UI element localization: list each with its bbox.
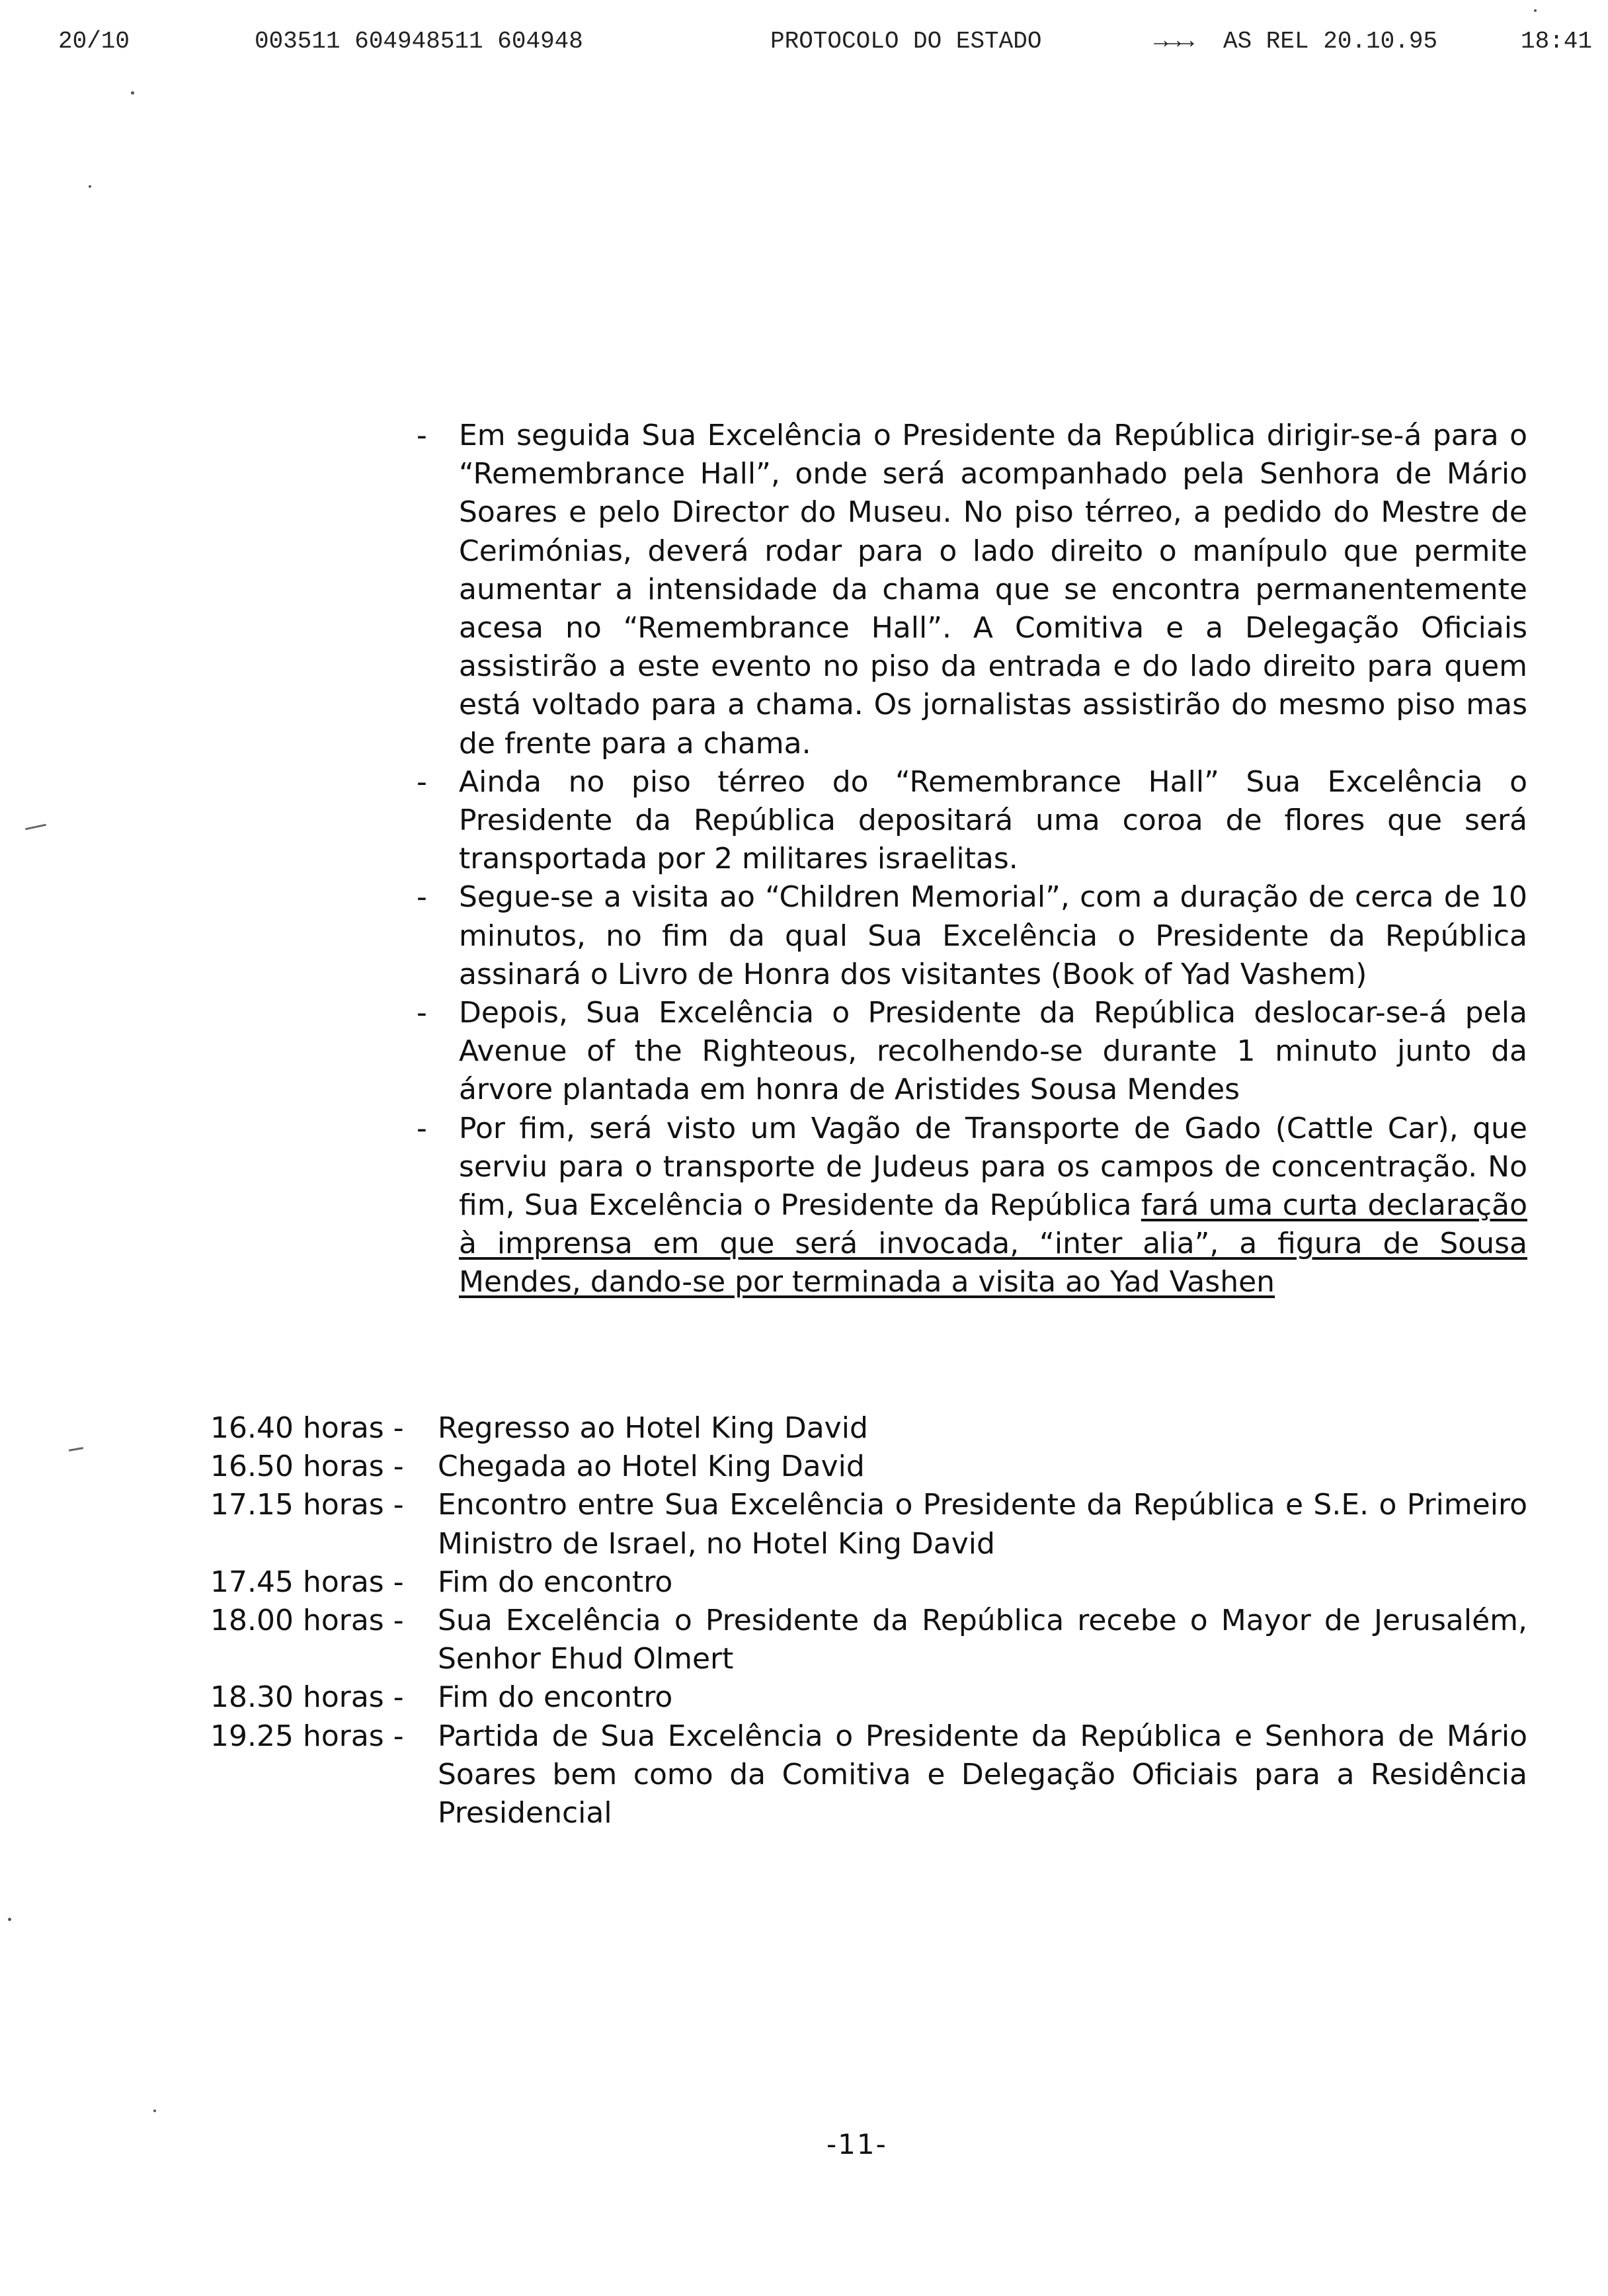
scan-mark <box>25 824 46 831</box>
schedule-time: 19.25 horas - <box>210 1719 404 1753</box>
scan-mark <box>69 1447 83 1452</box>
scan-speck <box>1534 9 1537 12</box>
bullet-dash: - <box>417 1111 427 1145</box>
fax-arrows: →→→ <box>1154 28 1193 55</box>
schedule-list <box>210 1409 1527 1832</box>
schedule-description: Fim do encontro <box>438 1565 673 1599</box>
schedule-time: 17.15 horas - <box>210 1488 404 1522</box>
bullet-text: Segue-se a visita ao “Children Memorial”, com a duração de cerca de 10 minutos, no fim da qual Sua Excelência o Presidente da República assinará o Livro de Honra dos visitantes (Book of Yad Vashem) <box>459 880 1527 991</box>
schedule-description: Chegada ao Hotel King David <box>438 1450 865 1484</box>
fax-time: 18:41 <box>1521 28 1593 55</box>
schedule-description: Regresso ao Hotel King David <box>438 1411 868 1445</box>
fax-relay-info: AS REL 20.10.95 <box>1223 28 1438 55</box>
schedule-row <box>210 1448 1527 1486</box>
schedule-row <box>210 1486 1527 1563</box>
bullet-dash: - <box>417 996 427 1030</box>
bullet-text: Depois, Sua Excelência o Presidente da República deslocar-se-á pela Avenue of the Righteous, recolhendo-se durante 1 minuto junto da árvore plantada em honra de Aristides Sousa Mendes <box>459 996 1527 1107</box>
schedule-row <box>210 1717 1527 1833</box>
handwritten-underlined-passage: fará uma curta declaração à imprensa em que será invocada, “inter alia”, a figura de Sousa Mendes, dando-se por terminada a visita ao Yad Vashen <box>459 1188 1527 1299</box>
schedule-time: 16.40 horas - <box>210 1411 404 1445</box>
bullet-item <box>417 878 1527 994</box>
bullet-item <box>417 417 1527 763</box>
schedule-row <box>210 1602 1527 1678</box>
bullet-dash: - <box>417 880 427 915</box>
schedule-time: 18.00 horas - <box>210 1604 404 1638</box>
fax-phone-numbers: 003511 604948511 604948 <box>255 28 583 55</box>
schedule-time: 17.45 horas - <box>210 1565 404 1599</box>
fax-sender-title: PROTOCOLO DO ESTADO <box>770 28 1042 55</box>
bullet-item <box>417 763 1527 879</box>
schedule-time: 16.50 horas - <box>210 1450 404 1484</box>
scan-speck <box>131 91 134 95</box>
scan-speck <box>89 185 91 188</box>
schedule-row <box>210 1409 1527 1448</box>
schedule-description: Fim do encontro <box>438 1680 673 1715</box>
bullet-item <box>417 994 1527 1110</box>
schedule-description: Partida de Sua Excelência o Presidente da República e Senhora de Mário Soares bem como da Comitiva e Delegação Oficiais para a Residência Presidencial <box>438 1719 1527 1830</box>
bullet-text: Em seguida Sua Excelência o Presidente da República dirigir-se-á para o “Remembrance Hall”, onde será acompanhado pela Senhora de Mário Soares e pelo Director do Museu. No piso térreo, a pedido do Mestre de Cerimónias, deverá rodar para o lado direito o manípulo que permite aumentar a intensidade da chama que se encontra permanentemente acesa no “Remembrance Hall”. A Comitiva e a Delegação Oficiais assistirão a este evento no piso da entrada e do lado direito para quem está voltado para a chama. Os jornalistas assistirão do mesmo piso mas de frente para a chama. <box>459 419 1527 760</box>
schedule-description: Sua Excelência o Presidente da República recebe o Mayor de Jerusalém, Senhor Ehud Olmert <box>438 1604 1527 1676</box>
program-bullet-list <box>417 417 1527 1302</box>
fax-date: 20/10 <box>58 28 130 55</box>
scan-speck <box>153 2110 156 2112</box>
bullet-text-plain: Por fim, será visto um Vagão de Transporte de Gado (Cattle Car), que serviu para o transporte de Judeus para os campos de concentração. No fim, Sua Excelência o Presidente da República <box>459 1111 1527 1223</box>
bullet-item <box>417 1110 1527 1302</box>
bullet-text: Ainda no piso térreo do “Remembrance Hall” Sua Excelência o Presidente da República depositará uma coroa de flores que será transportada por 2 militares israelitas. <box>459 764 1527 876</box>
schedule-time: 18.30 horas - <box>210 1680 404 1715</box>
bullet-dash: - <box>417 419 427 452</box>
scan-speck <box>8 1918 11 1921</box>
bullet-dash: - <box>417 764 427 799</box>
page-number: -11- <box>826 2128 887 2160</box>
schedule-row <box>210 1678 1527 1717</box>
fax-header <box>0 28 1608 67</box>
schedule-description: Encontro entre Sua Excelência o Presidente da República e S.E. o Primeiro Ministro de Israel, no Hotel King David <box>438 1488 1527 1561</box>
schedule-row <box>210 1563 1527 1602</box>
bullet-text <box>459 1110 1527 1302</box>
